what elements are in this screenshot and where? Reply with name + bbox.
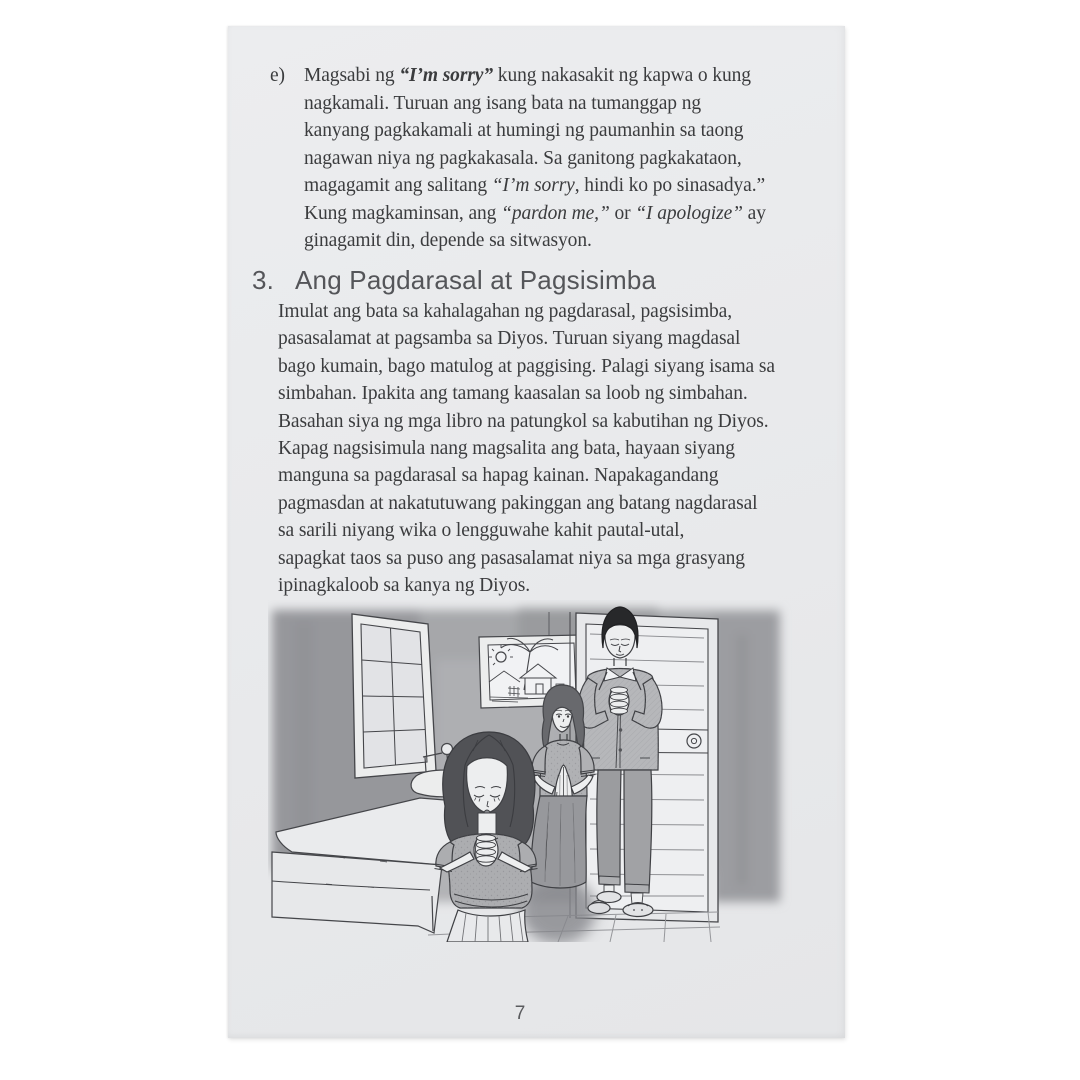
door-knob xyxy=(687,734,701,748)
page-number: 7 xyxy=(514,1003,526,1024)
list-item-label: e) xyxy=(270,65,285,86)
list-item-text: Magsabi ng “I’m sorry” kung nakasakit ng kapwa o kung nagkamali. Turuan ang isang bata na tumanggap ng kanyang pagkakamali at humingi ng paumanhin sa taong nagawan niya ng pagkakasala. Sa ganitong pagkakataon, magagamit ang salitang “I’m sorry, hindi ko po sinasadya.” Kung magkaminsan, ang “pardon me,” or “I apologize” ay ginagamit din, depende sa sitwasyon. xyxy=(304,65,766,251)
bed-front xyxy=(272,852,442,933)
window xyxy=(352,614,436,778)
daughter-skirt xyxy=(447,910,528,942)
section-paragraph: Imulat ang bata sa kahalagahan ng pagdarasal, pagsisimba, pasasalamat at pagsamba sa Diyos. Turuan siyang magdasal bago kumain, bago matulog at paggising. Palagi siyang isama sa simbahan. Ipakita ang tamang kaasalan sa loob ng simbahan. Basahan siya ng mga libro na patungkol sa kabutihan ng Diyos. Kapag nagsisimula nang magsalita ang bata, hayaan siyang manguna sa pagdarasal sa hapag kainan. Napakagandang pagmasdan at nakatutuwang pakinggan ang batang nagdarasal sa sarili niyang wika o lengguwahe kahit pautal-utal, sapagkat taos sa puso ang pasasalamat niya sa mga grasyang ipinagkaloob sa kanya ng Diyos. xyxy=(278,301,775,597)
section-number: 3. xyxy=(252,265,275,295)
daughter-figure xyxy=(435,732,538,942)
mother-skirt xyxy=(531,796,587,888)
father-pants xyxy=(597,770,621,884)
book-page xyxy=(228,26,845,1038)
section-heading xyxy=(252,265,656,296)
family-praying-illustration xyxy=(268,600,792,942)
father-front-slipper xyxy=(623,904,653,917)
section-title: Ang Pagdarasal at Pagsisimba xyxy=(295,265,657,295)
list-item-e xyxy=(270,62,766,255)
